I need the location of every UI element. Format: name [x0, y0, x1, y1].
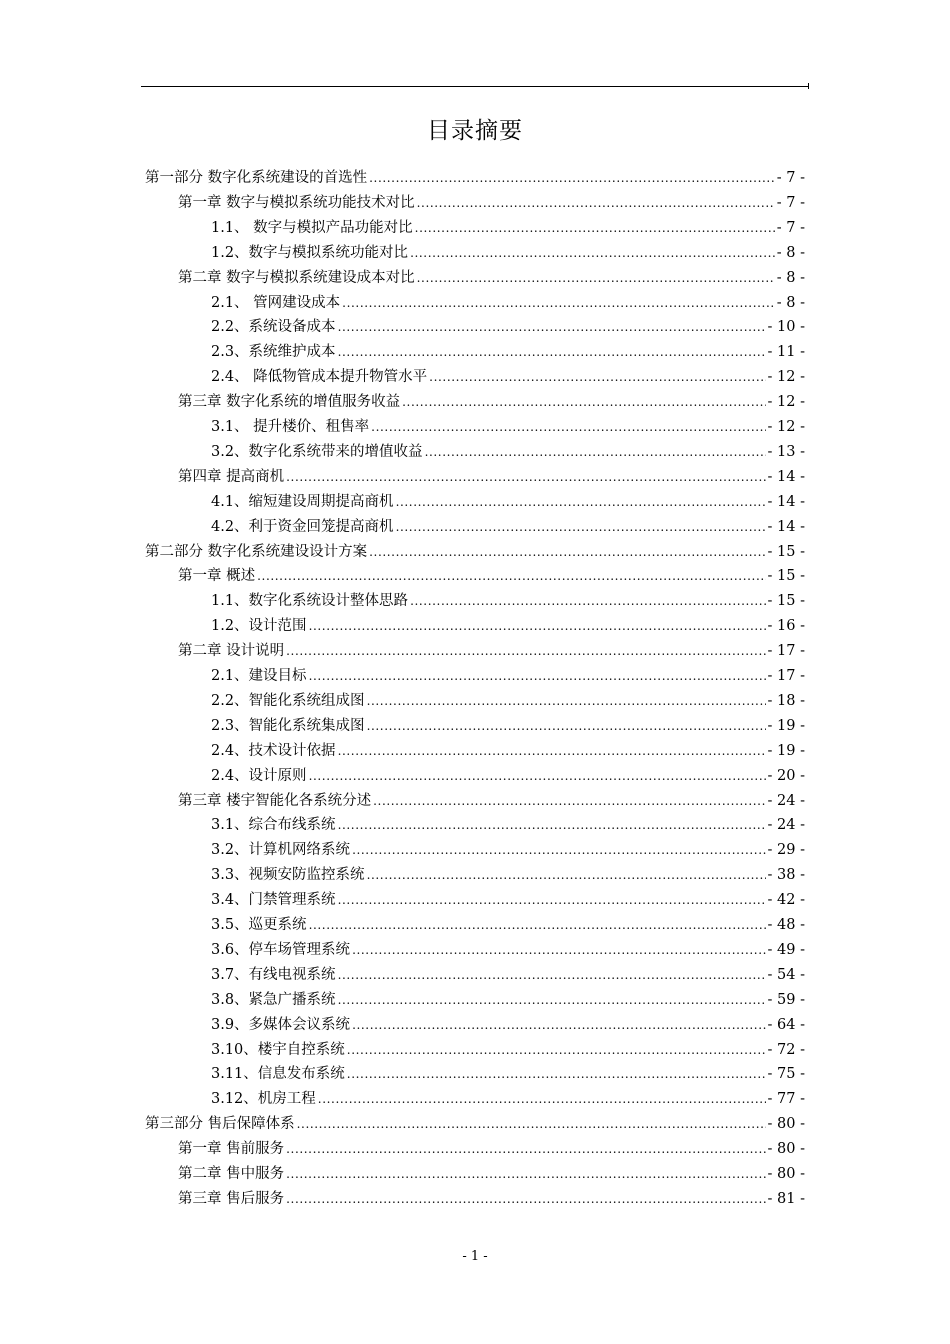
toc-entry-level-1[interactable]	[178, 1187, 805, 1212]
toc-entry-page: - 12 -	[767, 394, 805, 411]
toc-dot-leader	[396, 490, 766, 515]
toc-entry-level-1[interactable]	[178, 1162, 805, 1187]
toc-entry-level-1[interactable]	[178, 789, 805, 814]
toc-entry-page: - 24 -	[767, 817, 805, 834]
toc-entry-label: 2.3、智能化系统集成图	[211, 717, 365, 734]
toc-dot-leader	[286, 1162, 765, 1187]
toc-entry-level-2[interactable]	[211, 365, 805, 390]
toc-entry-page: - 29 -	[767, 842, 805, 859]
toc-entry-label: 1.2、设计范围	[211, 618, 307, 635]
toc-entry-level-2[interactable]	[211, 714, 805, 739]
toc-entry-level-2[interactable]	[211, 1062, 805, 1087]
toc-entry-page: - 11 -	[767, 344, 805, 361]
toc-entry-page: - 8 -	[776, 294, 805, 311]
toc-dot-leader	[286, 639, 765, 664]
toc-entry-page: - 7 -	[776, 219, 805, 236]
toc-entry-level-2[interactable]	[211, 241, 805, 266]
toc-entry-label: 第四章 提高商机	[178, 468, 285, 485]
toc-entry-level-2[interactable]	[211, 963, 805, 988]
toc-dot-leader	[338, 315, 766, 340]
toc-entry-page: - 54 -	[767, 966, 805, 983]
toc-dot-leader	[373, 789, 765, 814]
toc-entry-label: 4.2、利于资金回笼提高商机	[211, 518, 394, 535]
toc-entry-label: 第三章 售后服务	[178, 1190, 285, 1207]
toc-entry-level-0[interactable]	[145, 1112, 805, 1137]
toc-dot-leader	[342, 291, 775, 316]
toc-entry-level-1[interactable]	[178, 639, 805, 664]
toc-entry-level-1[interactable]	[178, 191, 805, 216]
toc-entry-page: - 15 -	[767, 593, 805, 610]
toc-entry-level-2[interactable]	[211, 291, 805, 316]
toc-dot-leader	[369, 166, 775, 191]
toc-entry-page: - 19 -	[767, 717, 805, 734]
toc-dot-leader	[297, 1112, 766, 1137]
toc-entry-label: 1.1、数字化系统设计整体思路	[211, 593, 409, 610]
toc-entry-page: - 80 -	[767, 1141, 805, 1158]
toc-entry-label: 3.1、 提升楼价、租售率	[211, 419, 370, 435]
toc-entry-label: 3.1、综合布线系统	[211, 817, 336, 834]
toc-entry-level-2[interactable]	[211, 913, 805, 938]
toc-dot-leader	[257, 564, 765, 589]
toc-entry-level-2[interactable]	[211, 216, 805, 241]
toc-entry-level-2[interactable]	[211, 1087, 805, 1112]
toc-dot-leader	[371, 415, 765, 440]
toc-entry-level-2[interactable]	[211, 988, 805, 1013]
toc-entry-label: 第二章 数字与模拟系统建设成本对比	[178, 269, 415, 286]
toc-entry-label: 2.3、系统维护成本	[211, 344, 336, 361]
toc-entry-label: 3.2、计算机网络系统	[211, 842, 351, 859]
toc-dot-leader	[286, 1137, 765, 1162]
toc-dot-leader	[338, 813, 766, 838]
toc-entry-page: - 7 -	[776, 194, 805, 211]
toc-entry-page: - 42 -	[767, 892, 805, 909]
toc-entry-label: 2.4、技术设计依据	[211, 742, 336, 759]
document-title: 目录摘要	[427, 118, 523, 144]
toc-dot-leader	[309, 764, 766, 789]
toc-entry-page: - 80 -	[767, 1166, 805, 1182]
toc-entry-label: 第一章 概述	[178, 568, 256, 585]
toc-entry-page: - 17 -	[767, 668, 805, 684]
toc-entry-label: 3.4、门禁管理系统	[211, 892, 336, 909]
toc-entry-page: - 80 -	[767, 1116, 805, 1133]
toc-entry-label: 2.2、智能化系统组成图	[211, 692, 365, 709]
toc-entry-level-2[interactable]	[211, 888, 805, 913]
toc-entry-page: - 8 -	[776, 269, 805, 286]
toc-dot-leader	[410, 589, 765, 614]
toc-entry-level-2[interactable]	[211, 739, 805, 764]
toc-dot-leader	[338, 888, 766, 913]
toc-entry-page: - 19 -	[767, 742, 805, 759]
toc-dot-leader	[286, 1187, 765, 1212]
toc-entry-level-2[interactable]	[211, 764, 805, 789]
toc-entry-page: - 15 -	[767, 568, 805, 585]
toc-entry-page: - 8 -	[776, 244, 805, 261]
toc-entry-label: 2.1、 管网建设成本	[211, 294, 341, 311]
toc-dot-leader	[367, 863, 766, 888]
header-rule-end-mark	[808, 83, 809, 89]
toc-entry-level-2[interactable]	[211, 813, 805, 838]
toc-entry-page: - 12 -	[767, 369, 805, 386]
toc-entry-label: 3.7、有线电视系统	[211, 966, 336, 983]
toc-entry-level-1[interactable]	[178, 564, 805, 589]
toc-entry-label: 3.2、数字化系统带来的增值收益	[211, 443, 423, 460]
toc-entry-level-2[interactable]	[211, 589, 805, 614]
toc-entry-label: 第二章 设计说明	[178, 643, 285, 660]
toc-entry-level-2[interactable]	[211, 315, 805, 340]
toc-entry-page: - 7 -	[776, 170, 805, 186]
toc-dot-leader	[286, 465, 765, 490]
toc-entry-page: - 13 -	[767, 443, 805, 460]
toc-dot-leader	[417, 266, 775, 291]
toc-entry-label: 3.9、多媒体会议系统	[211, 1016, 351, 1033]
toc-dot-leader	[367, 714, 766, 739]
toc-entry-label: 3.6、停车场管理系统	[211, 941, 351, 958]
toc-entry-level-2[interactable]	[211, 1013, 805, 1038]
toc-dot-leader	[309, 664, 766, 689]
toc-entry-page: - 14 -	[767, 518, 805, 535]
toc-entry-page: - 17 -	[767, 643, 805, 660]
toc-dot-leader	[318, 1087, 766, 1112]
toc-entry-level-1[interactable]	[178, 465, 805, 490]
toc-dot-leader	[352, 1013, 765, 1038]
toc-entry-label: 1.2、数字与模拟系统功能对比	[211, 244, 409, 261]
toc-dot-leader	[347, 1038, 766, 1063]
toc-dot-leader	[309, 913, 766, 938]
toc-dot-leader	[410, 241, 775, 266]
toc-entry-level-2[interactable]	[211, 664, 805, 689]
toc-entry-page: - 38 -	[767, 867, 805, 884]
toc-entry-level-2[interactable]	[211, 515, 805, 540]
toc-entry-label: 3.5、巡更系统	[211, 917, 307, 933]
toc-dot-leader	[425, 440, 766, 465]
toc-entry-label: 第三章 数字化系统的增值服务收益	[178, 394, 401, 411]
toc-entry-page: - 10 -	[767, 319, 805, 336]
toc-entry-page: - 77 -	[767, 1091, 805, 1108]
toc-entry-label: 3.8、紧急广播系统	[211, 991, 336, 1008]
toc-entry-level-2[interactable]	[211, 938, 805, 963]
toc-dot-leader	[415, 216, 775, 241]
toc-entry-level-2[interactable]	[211, 490, 805, 515]
toc-entry-page: - 49 -	[767, 941, 805, 958]
toc-dot-leader	[396, 515, 766, 540]
toc-entry-page: - 59 -	[767, 991, 805, 1008]
toc-entry-label: 2.4、 降低物管成本提升物管水平	[211, 369, 428, 386]
toc-entry-label: 2.4、设计原则	[211, 767, 307, 784]
toc-entry-page: - 48 -	[767, 917, 805, 933]
toc-dot-leader	[352, 838, 765, 863]
toc-entry-label: 3.3、视频安防监控系统	[211, 867, 365, 884]
header-rule	[141, 86, 809, 87]
toc-entry-page: - 81 -	[767, 1190, 805, 1207]
toc-entry-level-2[interactable]	[211, 863, 805, 888]
toc-entry-label: 2.1、建设目标	[211, 668, 307, 684]
toc-entry-page: - 18 -	[767, 692, 805, 709]
toc-entry-label: 第二章 售中服务	[178, 1166, 285, 1182]
toc-entry-label: 1.1、 数字与模拟产品功能对比	[211, 219, 413, 236]
toc-entry-label: 第三章 楼宇智能化各系统分述	[178, 792, 372, 809]
toc-entry-level-2[interactable]	[211, 440, 805, 465]
toc-dot-leader	[367, 689, 766, 714]
toc-entry-label: 4.1、缩短建设周期提高商机	[211, 493, 394, 510]
toc-dot-leader	[338, 739, 766, 764]
toc-dot-leader	[429, 365, 765, 390]
toc-entry-level-1[interactable]	[178, 266, 805, 291]
toc-dot-leader	[338, 988, 766, 1013]
toc-entry-label: 第一章 售前服务	[178, 1141, 285, 1158]
toc-dot-leader	[347, 1062, 766, 1087]
toc-entry-level-2[interactable]	[211, 614, 805, 639]
toc-entry-page: - 20 -	[767, 767, 805, 784]
toc-entry-level-1[interactable]	[178, 390, 805, 415]
toc-entry-level-1[interactable]	[178, 1137, 805, 1162]
toc-entry-page: - 24 -	[767, 792, 805, 809]
toc-entry-page: - 14 -	[767, 468, 805, 485]
toc-entry-page: - 75 -	[767, 1066, 805, 1083]
toc-entry-page: - 72 -	[767, 1041, 805, 1058]
toc-entry-label: 第三部分 售后保障体系	[145, 1116, 295, 1133]
toc-entry-level-2[interactable]	[211, 838, 805, 863]
toc-entry-label: 第一部分 数字化系统建设的首选性	[145, 170, 368, 186]
toc-entry-level-2[interactable]	[211, 340, 805, 365]
toc-dot-leader	[352, 938, 765, 963]
toc-entry-level-2[interactable]	[211, 689, 805, 714]
toc-dot-leader	[369, 540, 765, 565]
toc-entry-page: - 16 -	[767, 618, 805, 635]
toc-entry-level-0[interactable]	[145, 540, 805, 565]
toc-entry-label: 第二部分 数字化系统建设设计方案	[145, 543, 368, 560]
toc-dot-leader	[402, 390, 765, 415]
toc-entry-label: 3.12、机房工程	[211, 1091, 316, 1108]
toc-entry-label: 2.2、系统设备成本	[211, 319, 336, 336]
toc-dot-leader	[338, 963, 766, 988]
toc-dot-leader	[309, 614, 766, 639]
toc-entry-page: - 15 -	[767, 543, 805, 560]
toc-entry-page: - 14 -	[767, 493, 805, 510]
toc-entry-label: 第一章 数字与模拟系统功能技术对比	[178, 194, 415, 211]
toc-entry-label: 3.11、信息发布系统	[211, 1066, 345, 1083]
toc-dot-leader	[417, 191, 775, 216]
toc-entry-level-2[interactable]	[211, 415, 805, 440]
toc-entry-label: 3.10、楼宇自控系统	[211, 1041, 345, 1058]
toc-dot-leader	[338, 340, 766, 365]
toc-entry-level-0[interactable]	[145, 166, 805, 191]
toc-entry-level-2[interactable]	[211, 1038, 805, 1063]
toc-entry-page: - 64 -	[767, 1016, 805, 1033]
toc-entry-page: - 12 -	[767, 419, 805, 435]
page-number: - 1 -	[462, 1249, 488, 1264]
